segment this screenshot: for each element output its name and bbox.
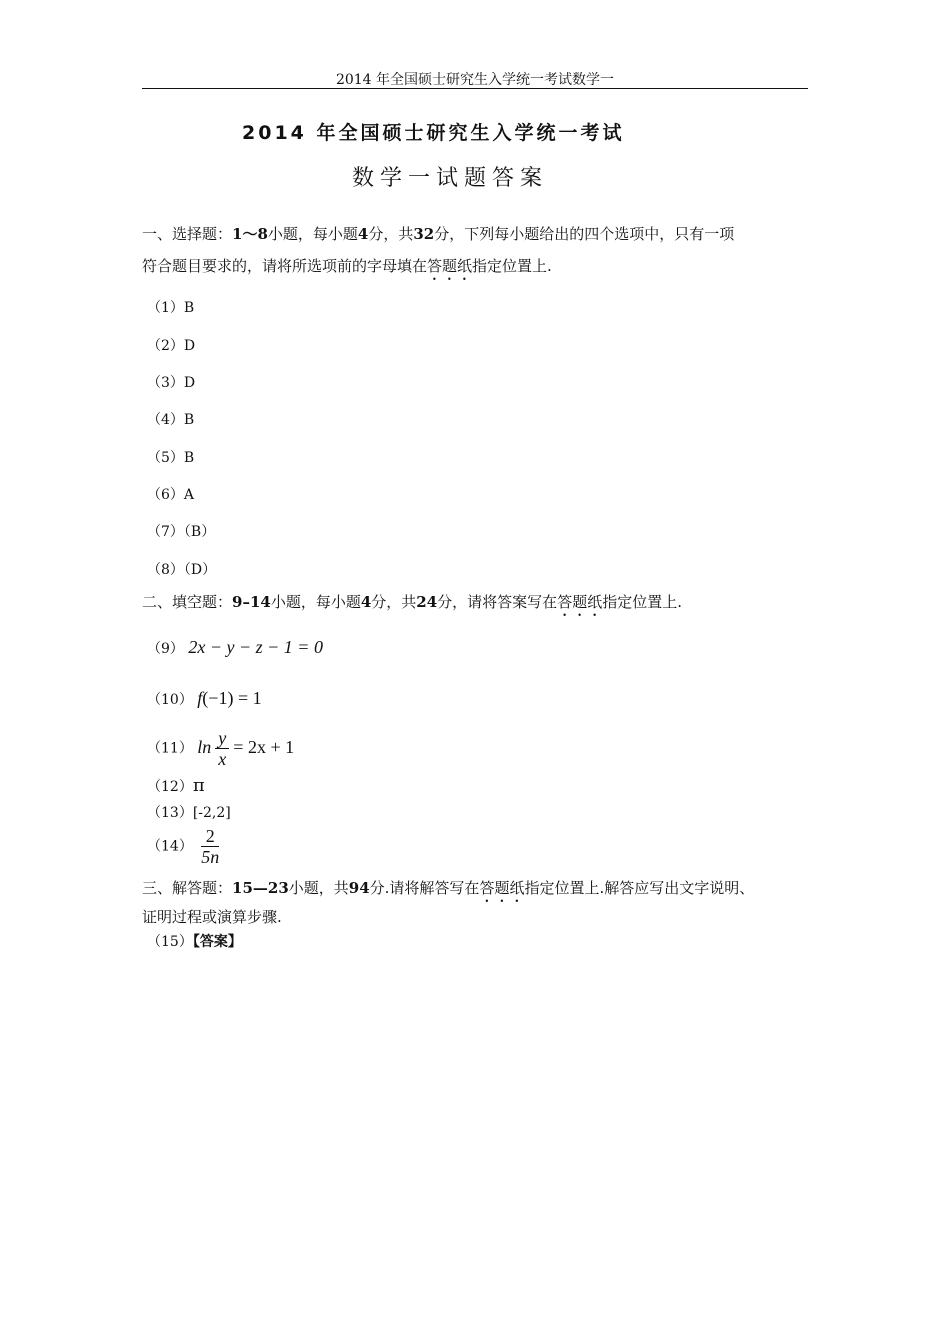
section3-instructions: 三、解答题：15—23小题，共94分.请将解答写在答题纸指定位置上.解答应写出文字说明、	[142, 879, 755, 897]
choice-answer-5: （5）B	[147, 450, 195, 466]
fill-answer-10: （10） f(−1) = 1	[147, 688, 262, 708]
choice-answer-1: （1）B	[147, 300, 195, 316]
header-rule	[142, 88, 808, 89]
fraction: $\frac{2}{5n}$	[201, 826, 220, 867]
choice-answer-2: （2）D	[147, 338, 196, 354]
fill-answer-14: （14） $\frac{2}{5n}$	[147, 826, 220, 867]
choice-answer-8: （8）（D）	[147, 562, 217, 578]
doc-subtitle: 数学一试题答案	[352, 166, 549, 191]
doc-title: 2014 年全国硕士研究生入学统一考试	[242, 122, 625, 144]
section1-instructions: 一、选择题：1～8小题，每小题4分，共32分，下列每小题给出的四个选项中，只有一项	[142, 225, 735, 243]
fill-answer-12: （12）π	[147, 775, 205, 796]
fill-answer-11: （11） ln $\frac{y}{x}$ = 2x + 1	[147, 728, 295, 769]
running-header: 2014 年全国硕士研究生入学统一考试数学一	[335, 72, 615, 88]
fill-answer-13: （13）[-2,2]	[147, 805, 231, 821]
question-15-heading: （15）【答案】	[147, 934, 242, 950]
fill-answer-9-expr: 2x − y − z − 1 = 0	[188, 637, 323, 657]
section3-instructions-line2: 证明过程或演算步骤.	[142, 908, 282, 926]
choice-answer-4: （4）B	[147, 412, 195, 428]
choice-answer-6: （6）A	[147, 487, 195, 503]
fill-answer-9: （9） 2x − y − z − 1 = 0	[147, 637, 323, 657]
choice-answer-7: （7）（B）	[147, 524, 216, 540]
choice-answer-3: （3）D	[147, 375, 196, 391]
section1-instructions-line2: 符合题目要求的，请将所选项前的字母填在答题纸指定位置上.	[142, 257, 552, 275]
section2-instructions: 二、填空题：9–14小题，每小题4分，共24分，请将答案写在答题纸指定位置上.	[142, 593, 682, 611]
fraction: $\frac{y}{x}$	[215, 728, 229, 769]
